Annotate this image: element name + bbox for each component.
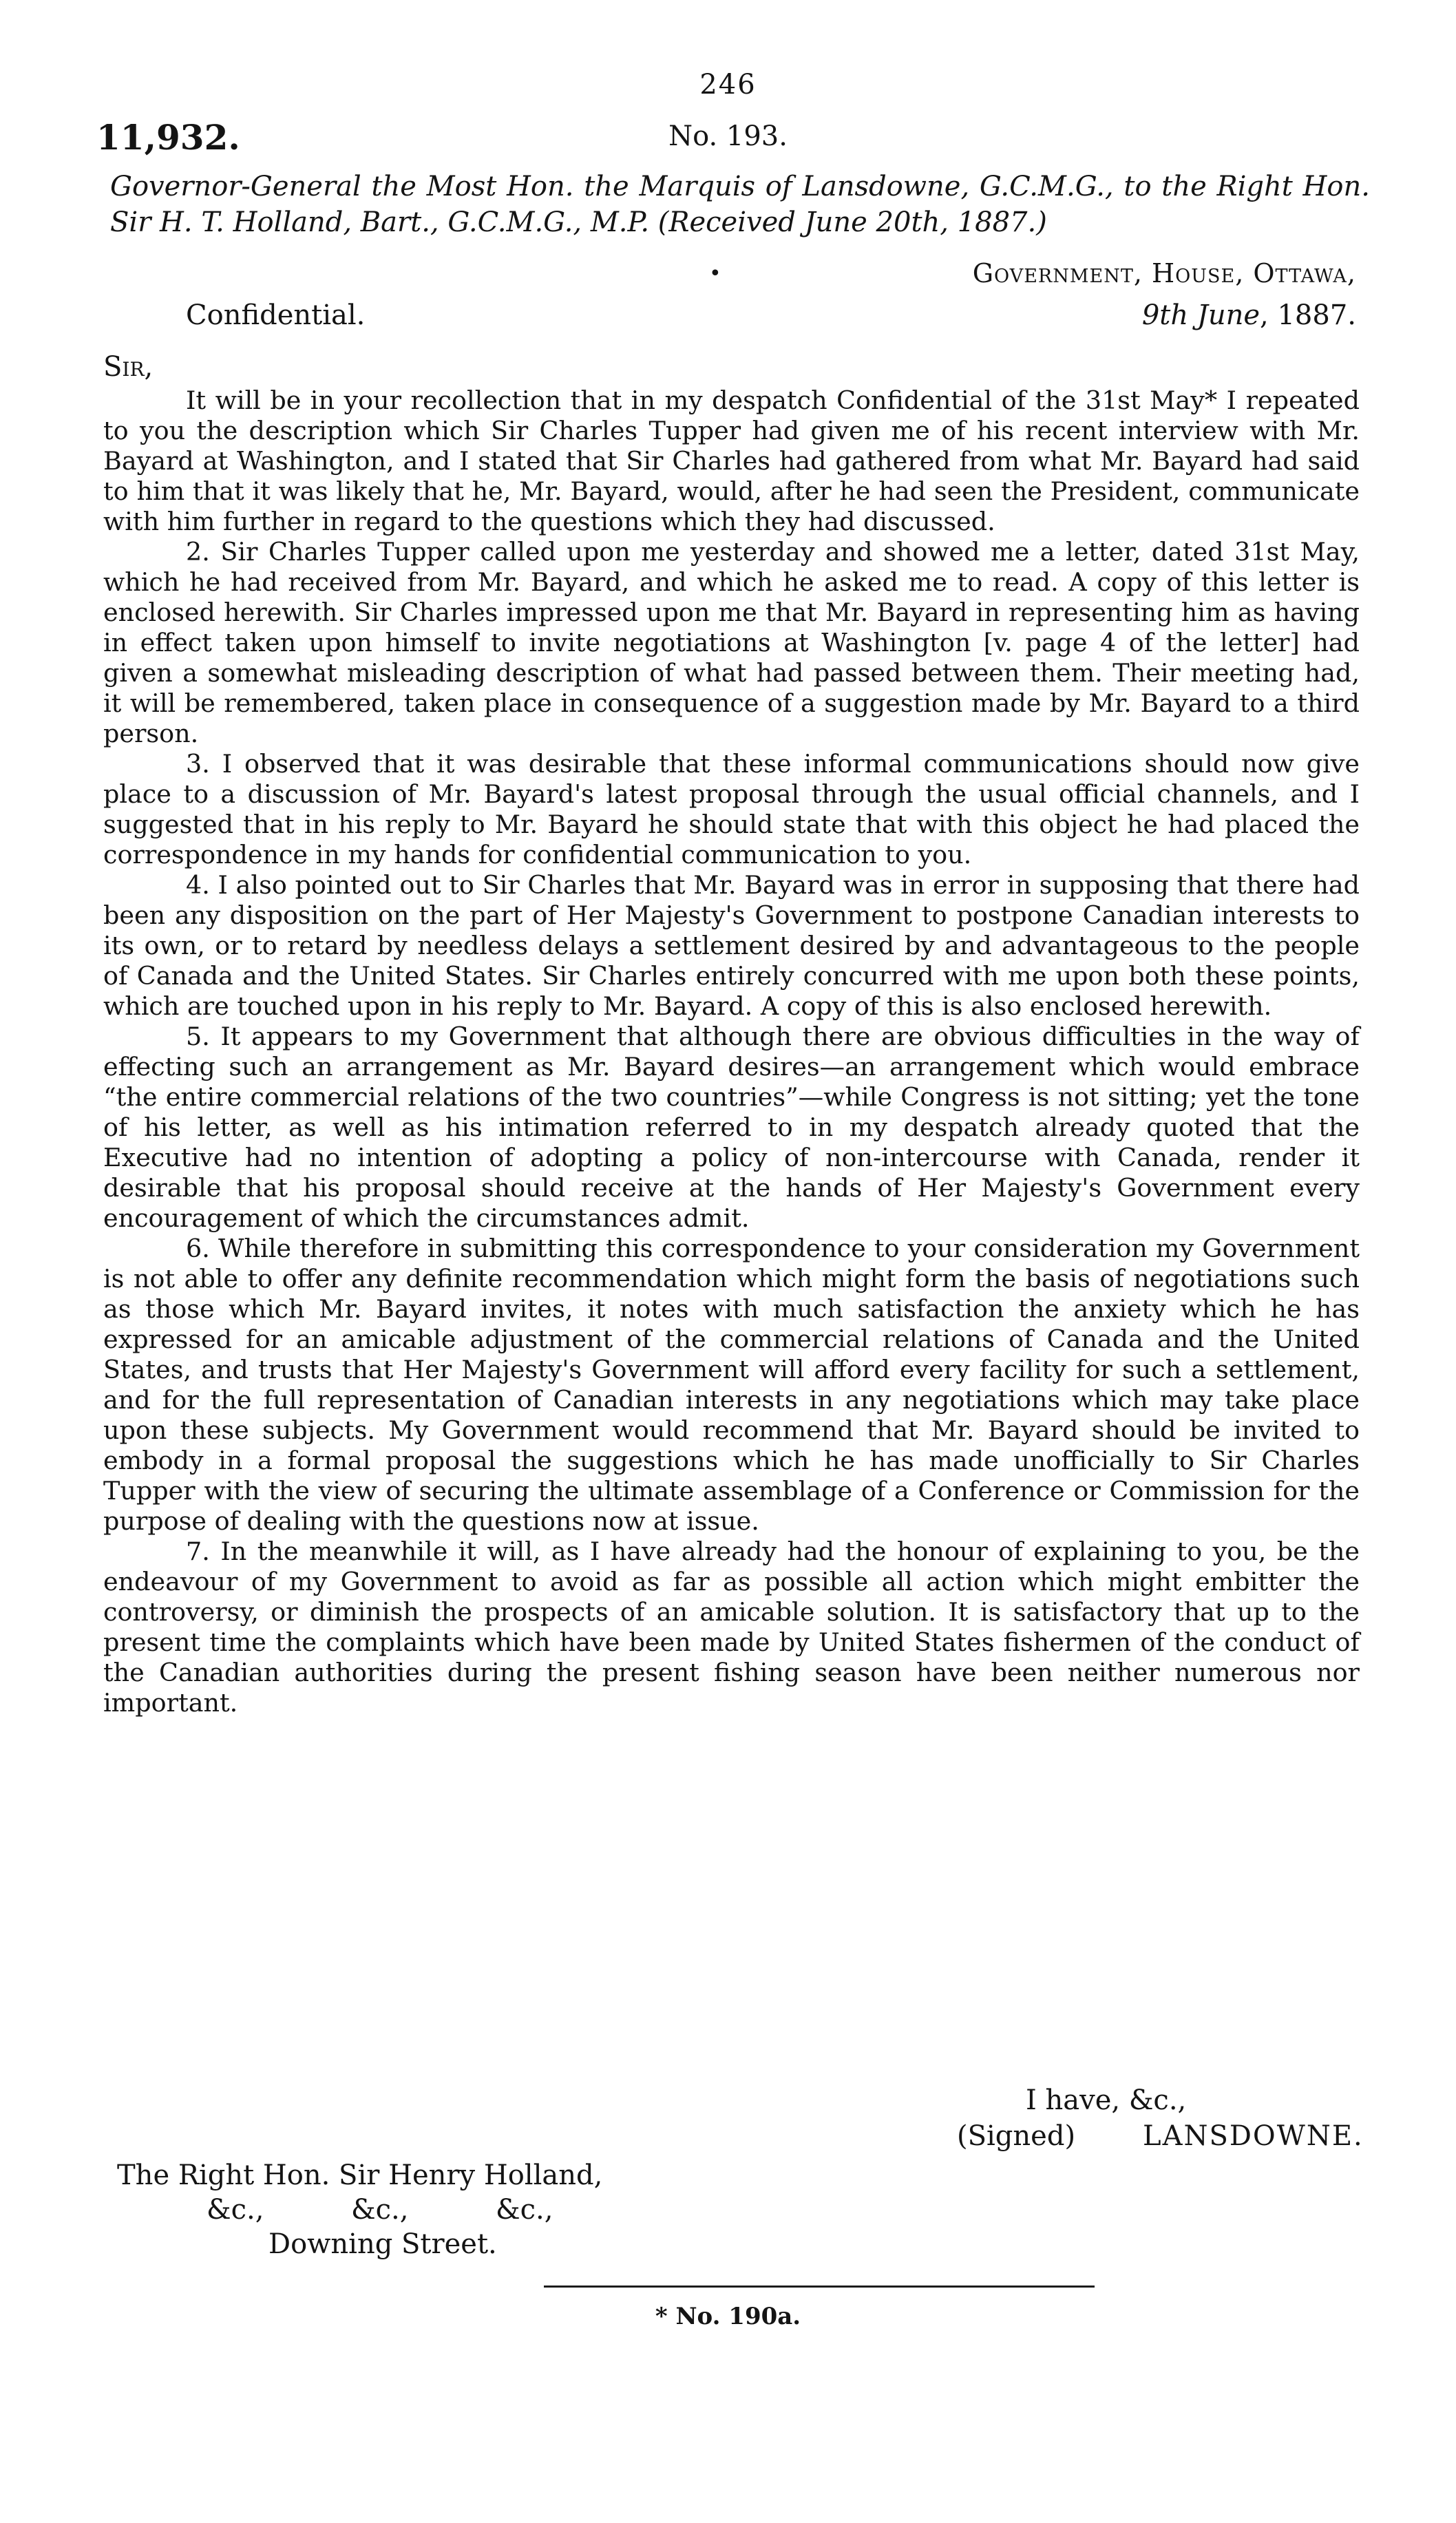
etc-item: &c., — [496, 2194, 553, 2226]
heading-text: Governor-General the Most Hon. the Marquis of Lansdowne, G.C.M.G., to the Right Hon. Sir H. T. Holland, Bart., G.C.M.G., M.P. — [110, 171, 1370, 238]
bullet-mark: • — [709, 262, 721, 286]
classification: Confidential. — [186, 299, 366, 331]
addressee-etc — [117, 2193, 640, 2227]
closing-block — [957, 2082, 1364, 2154]
document-id: 11,932. — [96, 117, 240, 158]
letter-body — [103, 386, 1360, 1718]
document-heading — [110, 169, 1370, 240]
letter-date — [1142, 299, 1356, 331]
signed-label: (Signed) — [957, 2120, 1076, 2152]
paragraph: 3. I observed that it was desirable that these informal communications should now give place to a discussion of Mr. Bayard's latest proposal through the usual official channels, and I suggested that in his reply to Mr. Bayard he should state that with this object he had placed the correspondence in my hands for confidential communication to you. — [103, 749, 1360, 869]
heading-received: (Received June 20th, 1887.) — [657, 207, 1047, 238]
etc-item: &c., — [351, 2194, 409, 2226]
document-number: No. 193. — [668, 120, 788, 152]
addressee-street: Downing Street. — [268, 2228, 497, 2260]
paragraph: 4. I also pointed out to Sir Charles that Mr. Bayard was in error in supposing that there had been any disposition on the part of Her Majesty's Government to postpone Canadian interests to its own, or to retard by needless delays a settlement desired by and advantageous to the people of Canada and the United States. Sir Charles entirely concurred with me upon both these points, which are touched upon in his reply to Mr. Bayard. A copy of this is also enclosed herewith. — [103, 870, 1360, 1021]
page-number: 246 — [699, 69, 757, 101]
letter-date-year: , 1887. — [1260, 299, 1356, 331]
paragraph: 7. In the meanwhile it will, as I have already had the honour of explaining to you, be the endeavour of my Government to avoid as far as possible all action which might embitter the controversy, or diminish the prospects of an amicable solution. It is satisfactory that up to the present time the complaints which have been made by United States fishermen of the conduct of the Canadian authorities during the present fishing season have been neither numerous nor important. — [103, 1537, 1360, 1718]
sender-place: Government, House, Ottawa, — [972, 258, 1356, 288]
signature-line — [957, 2118, 1364, 2154]
paragraph: 2. Sir Charles Tupper called upon me yesterday and showed me a letter, dated 31st May, which he had received from Mr. Bayard, and which he asked me to read. A copy of this letter is enclosed herewith. Sir Charles impressed upon me that Mr. Bayard in representing him as having in effect taken upon himself to invite negotiations at Washington [v. page 4 of the letter] had given a somewhat misleading description of what had passed between them. Their meeting had, it will be remembered, taken place in consequence of a suggestion made by Mr. Bayard to a third person. — [103, 537, 1360, 748]
etc-item: &c., — [207, 2194, 264, 2226]
signatory-name: LANSDOWNE. — [1143, 2120, 1364, 2152]
paragraph: 6. While therefore in submitting this correspondence to your consideration my Government is not able to offer any definite recommendation which might form the basis of negotiations such as those which Mr. Bayard invites, it notes with much satisfaction the anxiety which he has expressed for an amicable adjustment of the commercial relations of Canada and the United States, and trusts that Her Majesty's Government will afford every facility for such a settlement, and for the full representation of Canadian interests in any negotiations which may take place upon these subjects. My Government would recommend that Mr. Bayard should be invited to embody in a formal proposal the suggestions which he has made unofficially to Sir Charles Tupper with the view of securing the ultimate assemblage of a Conference or Commission for the purpose of dealing with the questions now at issue. — [103, 1234, 1360, 1536]
salutation: Sir, — [103, 351, 154, 383]
footnote: * No. 190a. — [655, 2303, 801, 2330]
addressee-name: The Right Hon. Sir Henry Holland, — [117, 2160, 603, 2191]
addressee-block — [117, 2158, 640, 2261]
closing-line: I have, &c., — [1026, 2084, 1187, 2116]
footnote-divider — [544, 2286, 1095, 2288]
letter-date-day: 9th June — [1141, 299, 1260, 331]
paragraph: 5. It appears to my Government that although there are obvious difficulties in the way of effecting such an arrangement as Mr. Bayard desires—an arrangement which would embrace “the entire commercial relations of the two countries”—while Congress is not sitting; yet the tone of his letter, as well as his intimation referred to in my despatch already quoted that the Executive had no intention of adopting a policy of non-intercourse with Canada, render it desirable that his proposal should receive at the hands of Her Majesty's Government every encouragement of which the circumstances admit. — [103, 1022, 1360, 1233]
paragraph: It will be in your recollection that in my despatch Confidential of the 31st May* I repeated to you the description which Sir Charles Tupper had given me of his recent interview with Mr. Bayard at Washington, and I stated that Sir Charles had gathered from what Mr. Bayard had said to him that it was likely that he, Mr. Bayard, would, after he had seen the President, communicate with him further in regard to the questions which they had discussed. — [103, 386, 1360, 536]
